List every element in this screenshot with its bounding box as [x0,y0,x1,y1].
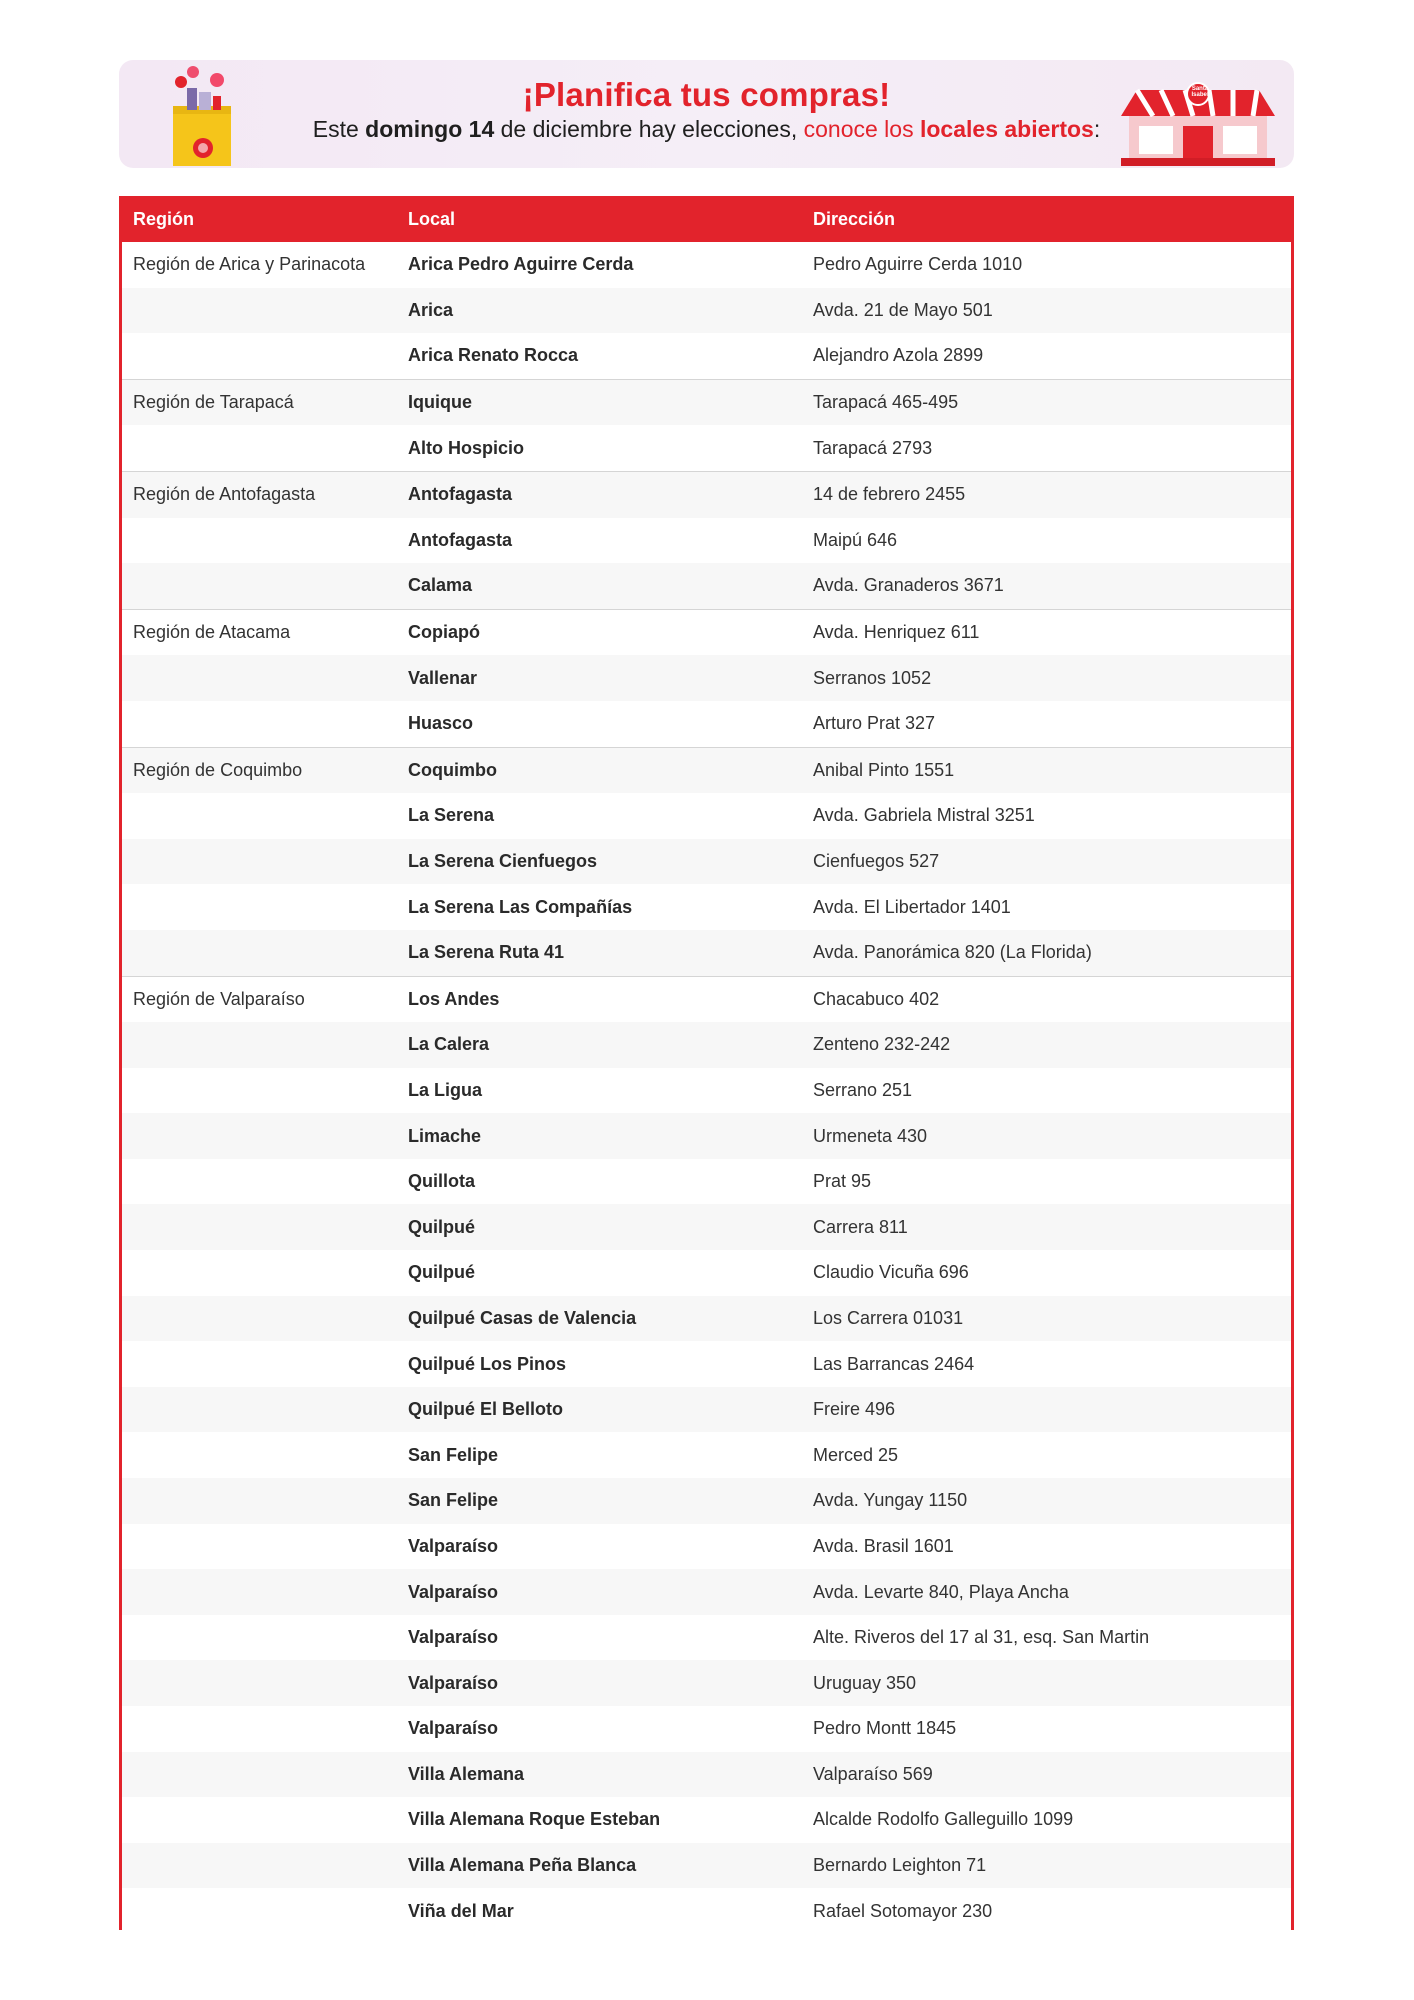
cell-local: Viña del Mar [408,1900,514,1921]
table-row [122,976,1291,1023]
table-row [122,1432,1291,1478]
cell-direccion: Avda. Granaderos 3671 [813,575,1004,596]
cell-direccion: Freire 496 [813,1399,896,1420]
table-row [122,425,1291,471]
table-row [122,839,1291,885]
table-row [122,1068,1291,1114]
table-row [122,1660,1291,1706]
cell-region: Región de Coquimbo [133,759,303,780]
table-row [122,471,1291,518]
table-row [122,379,1291,426]
cell-local: Iquique [408,392,472,413]
cell-direccion: Prat 95 [813,1171,872,1192]
header-local: Local [408,208,456,229]
promo-banner [119,60,1294,168]
cell-local: Valparaíso [408,1581,499,1602]
cell-local: Valparaíso [408,1535,499,1556]
cell-direccion: Pedro Aguirre Cerda 1010 [813,254,1023,275]
cell-region: Región de Atacama [133,622,291,643]
cell-direccion: Arturo Prat 327 [813,713,936,734]
cell-local: San Felipe [408,1444,499,1465]
cell-direccion: Bernardo Leighton 71 [813,1855,987,1876]
cell-local: Villa Alemana [408,1763,525,1784]
cell-local: La Serena Cienfuegos [408,851,598,872]
cell-direccion: Anibal Pinto 1551 [813,759,955,780]
table-row [122,1022,1291,1068]
cell-direccion: Merced 25 [813,1444,899,1465]
table-row [122,1387,1291,1433]
table-row [122,1159,1291,1205]
cell-local: Vallenar [408,667,478,688]
cell-local: Valparaíso [408,1627,499,1648]
table-row [122,1250,1291,1296]
cell-local: Coquimbo [408,759,497,780]
table-row [122,1524,1291,1570]
table-row [122,930,1291,976]
cell-direccion: Avda. 21 de Mayo 501 [813,299,993,320]
table-row [122,1615,1291,1661]
cell-direccion: Zenteno 232-242 [813,1034,951,1055]
cell-direccion: 14 de febrero 2455 [813,484,966,505]
header-region: Región [133,208,194,229]
cell-direccion: Avda. Levarte 840, Playa Ancha [813,1581,1069,1602]
cell-direccion: Pedro Montt 1845 [813,1718,957,1739]
table-row [122,701,1291,747]
cell-region: Región de Arica y Parinacota [133,254,366,275]
cell-local: San Felipe [408,1490,499,1511]
cell-local: Limache [408,1125,482,1146]
cell-local: Los Andes [408,988,500,1009]
table-body [122,242,1291,1934]
table-row [122,747,1291,794]
cell-local: Quillota [408,1171,475,1192]
cell-local: Valparaíso [408,1718,499,1739]
cell-local: La Calera [408,1034,490,1055]
cell-direccion: Alte. Riveros del 17 al 31, esq. San Martin [813,1627,1150,1648]
banner-title: ¡Planifica tus compras! [522,76,891,113]
cell-local: Quilpué Los Pinos [408,1353,567,1374]
cell-direccion: Urmeneta 430 [813,1125,928,1146]
cell-region: Región de Valparaíso [133,988,305,1009]
cell-local: Quilpué [408,1216,475,1237]
cell-direccion: Claudio Vicuña 696 [813,1262,969,1283]
cell-local: Calama [408,575,473,596]
cell-local: Villa Alemana Roque Esteban [408,1809,661,1830]
cell-local: Arica Pedro Aguirre Cerda [408,254,634,275]
table-row [122,1569,1291,1615]
cell-local: Antofagasta [408,484,513,505]
table-row [122,793,1291,839]
cell-direccion: Alcalde Rodolfo Galleguillo 1099 [813,1809,1074,1830]
cell-direccion: Las Barrancas 2464 [813,1353,975,1374]
cell-direccion: Avda. Henriquez 611 [813,622,980,643]
header-direccion: Dirección [813,208,896,229]
table-row [122,1204,1291,1250]
cell-direccion: Avda. Gabriela Mistral 3251 [813,805,1035,826]
cell-region: Región de Tarapacá [133,392,294,413]
logo-label: Santa Isabel [1191,86,1209,98]
table-row [122,1888,1291,1934]
cell-direccion: Chacabuco 402 [813,988,940,1009]
cell-local: Villa Alemana Peña Blanca [408,1855,637,1876]
table-row [122,288,1291,334]
cell-direccion: Alejandro Azola 2899 [813,345,984,366]
table-row [122,563,1291,609]
cell-local: Quilpué El Belloto [408,1399,564,1420]
cell-direccion: Serranos 1052 [813,667,932,688]
cell-local: Antofagasta [408,529,513,550]
cell-direccion: Avda. Yungay 1150 [813,1490,968,1511]
cell-local: La Serena [408,805,495,826]
cell-direccion: Cienfuegos 527 [813,851,940,872]
cell-direccion: Serrano 251 [813,1079,913,1100]
table-row [122,1113,1291,1159]
cell-local: Quilpué [408,1262,475,1283]
table-row [122,884,1291,930]
stores-table [119,196,1294,1930]
table-row [122,1296,1291,1342]
cell-local: Copiapó [408,622,480,643]
cell-direccion: Maipú 646 [813,529,898,550]
cell-local: La Serena Ruta 41 [408,942,565,963]
cell-local: Valparaíso [408,1672,499,1693]
table-row [122,333,1291,379]
table-row [122,1478,1291,1524]
cell-local: La Serena Las Compañías [408,896,633,917]
table-row [122,242,1291,288]
cell-region: Región de Antofagasta [133,484,316,505]
cell-direccion: Tarapacá 465-495 [813,392,959,413]
cell-direccion: Tarapacá 2793 [813,437,933,458]
cell-local: Arica [408,299,454,320]
cell-direccion: Avda. Panorámica 820 (La Florida) [813,942,1092,963]
table-row [122,609,1291,656]
cell-local: La Ligua [408,1079,483,1100]
table-row [122,1752,1291,1798]
table-row [122,1797,1291,1843]
cell-local: Arica Renato Rocca [408,345,579,366]
cell-direccion: Valparaíso 569 [813,1763,933,1784]
cell-direccion: Avda. El Libertador 1401 [813,896,1011,917]
cell-direccion: Uruguay 350 [813,1672,917,1693]
table-header [122,196,1291,242]
cell-local: Alto Hospicio [408,437,524,458]
cell-direccion: Carrera 811 [813,1216,908,1237]
table-row [122,1706,1291,1752]
table-row [122,655,1291,701]
table-row [122,518,1291,564]
cell-direccion: Rafael Sotomayor 230 [813,1900,993,1921]
cell-direccion: Los Carrera 01031 [813,1307,964,1328]
table-row [122,1843,1291,1889]
cell-local: Quilpué Casas de Valencia [408,1307,637,1328]
banner-subtitle: Este domingo 14 de diciembre hay elecciones, conoce los locales abiertos: [312,116,1101,142]
cell-direccion: Avda. Brasil 1601 [813,1535,954,1556]
cell-local: Huasco [408,713,474,734]
table-row [122,1341,1291,1387]
